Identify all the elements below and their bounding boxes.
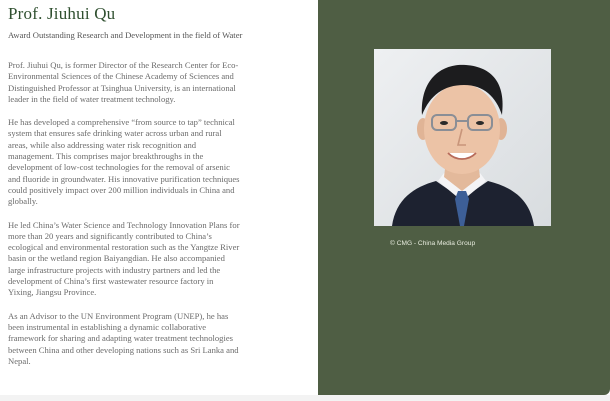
bio-paragraph-3: He led China’s Water Science and Technology Innovation Plans for more than 20 years and significantly contributed to China’s ecological and environmental restoration such as the Yangtze River basin or the wetland region Baiyangdian. He also accompanied large infrastructure projects with industry partners and led the development of China’s first wastewater resource factory in Yixing, Jiangsu Province. — [8, 219, 240, 298]
portrait-photo — [374, 49, 551, 226]
profile-name-heading: Prof. Jiuhui Qu — [8, 4, 116, 23]
portrait-panel — [318, 0, 610, 395]
page-bottom-strip — [0, 395, 610, 401]
portrait-illustration — [374, 49, 551, 226]
bio-paragraph-1: Prof. Jiuhui Qu, is former Director of the Research Center for Eco-Environmental Sciences of the Chinese Academy of Sciences and Distinguished Professor at Tsinghua University, is an international leader in the field of water treatment technology. — [8, 60, 239, 104]
photo-credit: © CMG - China Media Group — [390, 240, 476, 247]
award-subtitle: Award Outstanding Research and Development in the field of Water — [8, 30, 243, 40]
bio-paragraph-2: He has developed a comprehensive “from source to tap” technical system that ensures safe drinking water across urban and rural areas, while also addressing water risk recognition and management. This comprises major breakthroughs in the development of low-cost technologies for the removal of arsenic and fluoride in groundwater. His innovative purification techniques could positively impact over 200 million individuals in China and globally. — [8, 117, 240, 207]
bio-paragraph-4: As an Advisor to the UN Environment Program (UNEP), he has been instrumental in establishing a dynamic collaborative framework for sharing and adapting water treatment technologies between China and other developing nations such as Sri Lanka and Nepal. — [8, 310, 239, 366]
